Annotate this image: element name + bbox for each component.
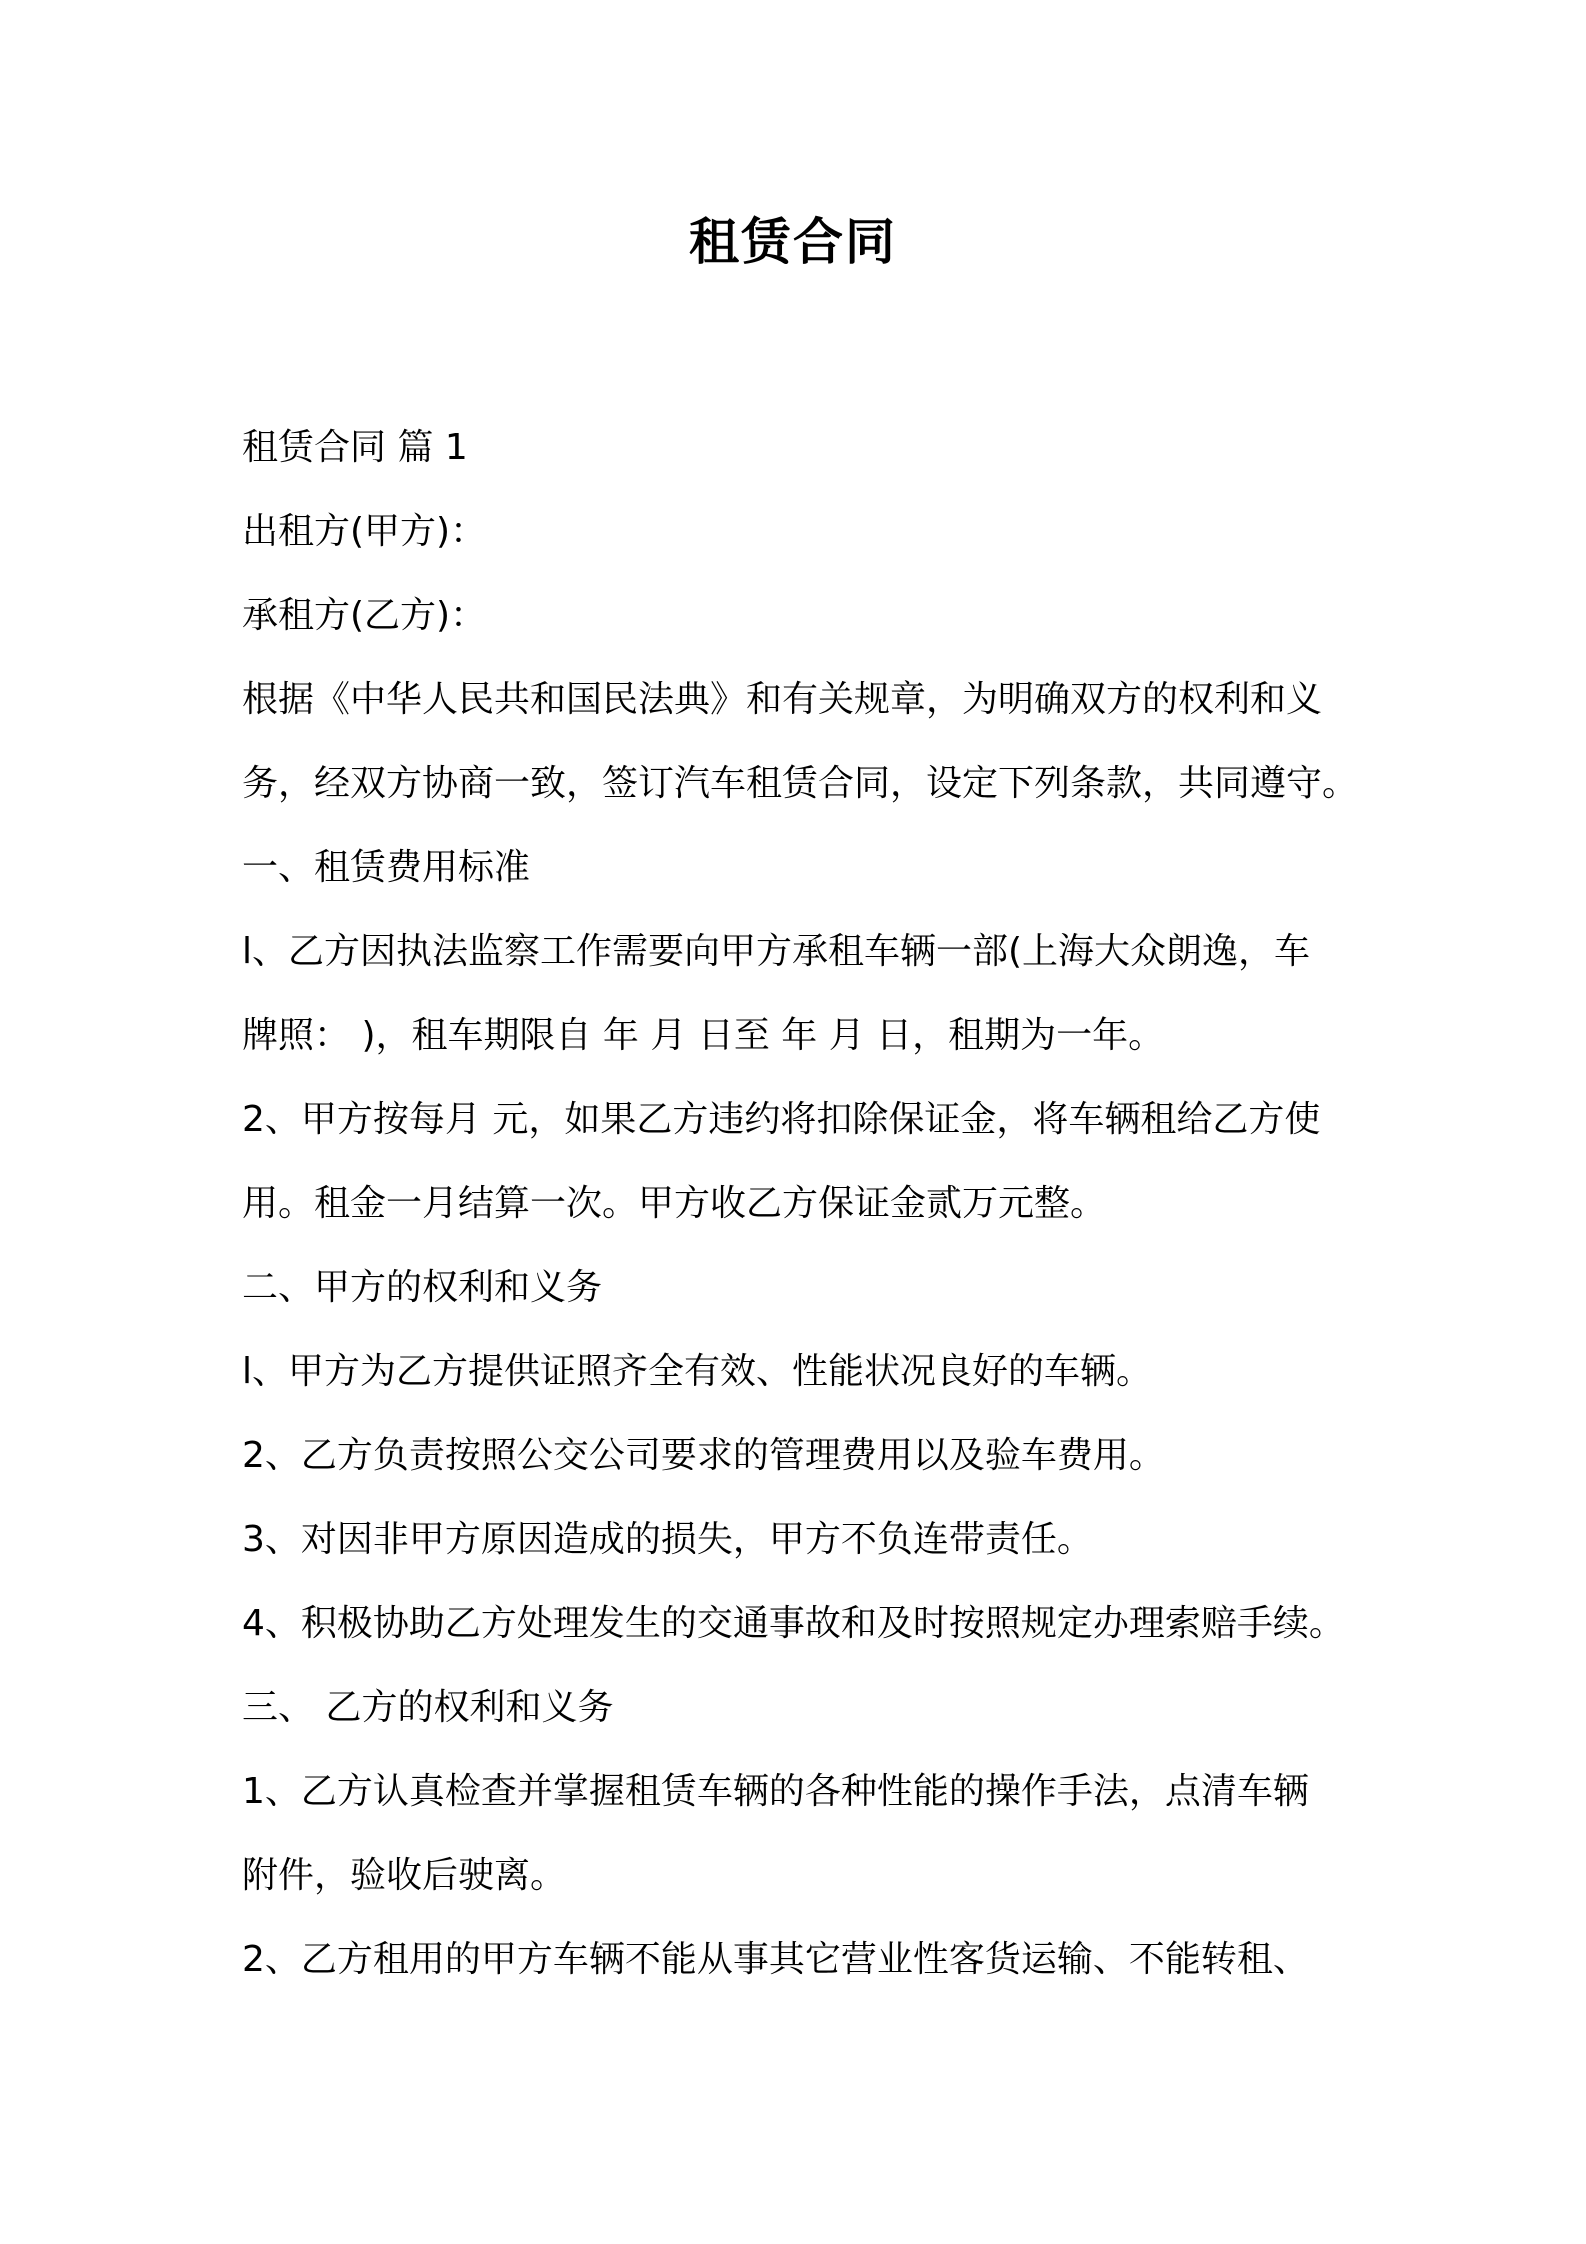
- clause-1-2-line-2: 用。租金一月结算一次。甲方收乙方保证金贰万元整。: [242, 1183, 1107, 1224]
- lessor-label: 出租方(甲方)：: [242, 511, 487, 552]
- clause-1-1-line-2: 牌照： )，租车期限自 年 月 日至 年 月 日，租期为一年。: [242, 1015, 1165, 1056]
- document-body: [242, 406, 1382, 2002]
- clause-2-3: 3、对因非甲方原因造成的损失，甲方不负连带责任。: [242, 1519, 1093, 1560]
- preamble-line-2: 务，经双方协商一致，签订汽车租赁合同，设定下列条款，共同遵守。: [242, 763, 1359, 804]
- document-title: 租赁合同: [689, 213, 897, 271]
- clause-3-1-line-2: 附件，验收后驶离。: [242, 1855, 567, 1896]
- section-heading-lessor-rights: 二、甲方的权利和义务: [242, 1267, 603, 1308]
- clause-2-2: 2、乙方负责按照公交公司要求的管理费用以及验车费用。: [242, 1435, 1165, 1476]
- preamble-line-1: 根据《中华人民共和国民法典》和有关规章，为明确双方的权利和义: [242, 679, 1323, 720]
- clause-2-1: l、甲方为乙方提供证照齐全有效、性能状况良好的车辆。: [242, 1351, 1153, 1392]
- clause-1-2-line-1: 2、甲方按每月 元，如果乙方违约将扣除保证金，将车辆租给乙方使: [242, 1099, 1321, 1140]
- section-heading-part-1: 租赁合同 篇 1: [242, 427, 468, 468]
- clause-3-1-line-1: 1、乙方认真检查并掌握租赁车辆的各种性能的操作手法，点清车辆: [242, 1771, 1309, 1812]
- clause-1-1-line-1: l、乙方因执法监察工作需要向甲方承租车辆一部(上海大众朗逸，车: [242, 931, 1311, 972]
- section-heading-lessee-rights: 三、 乙方的权利和义务: [242, 1687, 614, 1728]
- clause-2-4: 4、积极协助乙方处理发生的交通事故和及时按照规定办理索赔手续。: [242, 1603, 1345, 1644]
- clause-3-2-line-1: 2、乙方租用的甲方车辆不能从事其它营业性客货运输、不能转租、: [242, 1939, 1309, 1980]
- lessee-label: 承租方(乙方)：: [242, 595, 487, 636]
- section-heading-rental-fee: 一、租赁费用标准: [242, 847, 531, 888]
